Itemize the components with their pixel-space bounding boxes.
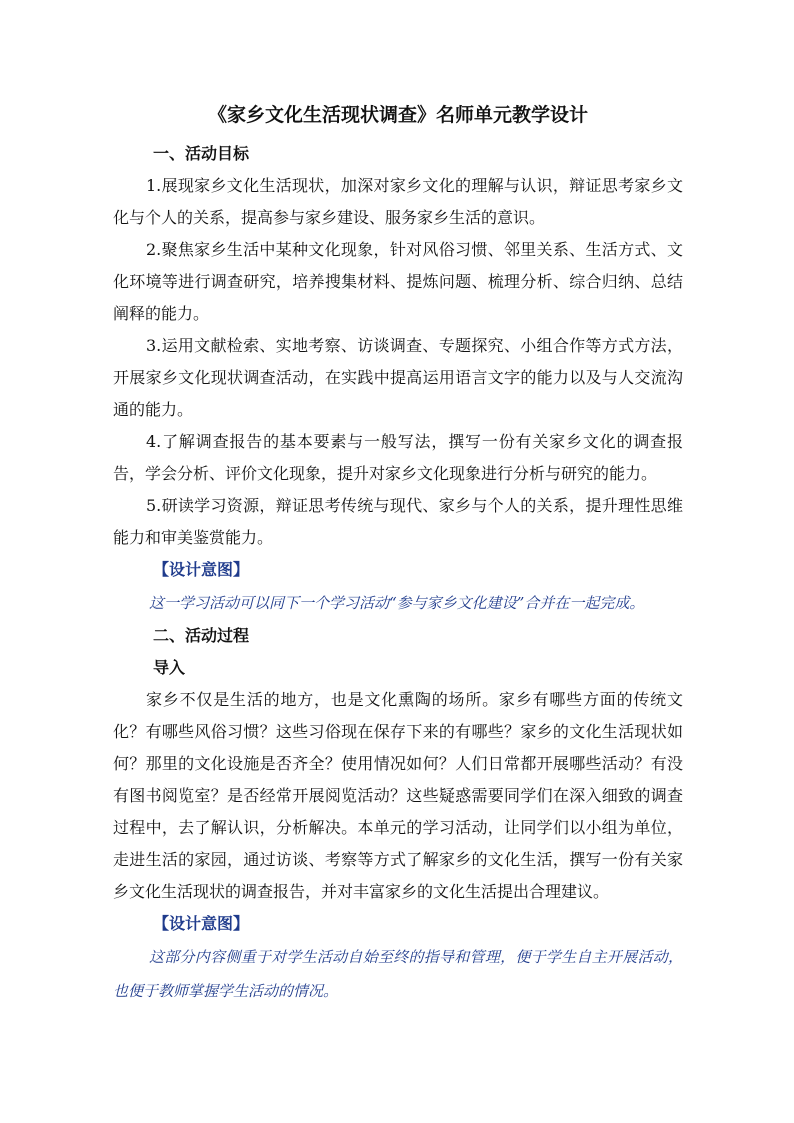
design-intent-text-1: 这一学习活动可以同下一个学习活动“参与家乡文化建设”合并在一起完成。 xyxy=(149,594,645,612)
document-title: 《家乡文化生活现状调查》名师单元教学设计 xyxy=(207,104,588,126)
goal-item-5: 5.研读学习资源，辩证思考传统与现代、家乡与个人的关系，提升理性思维能力和审美鉴赏能力。 xyxy=(113,496,683,547)
goal-item-4: 4.了解调查报告的基本要素与一般写法，撰写一份有关家乡文化的调查报告，学会分析、评价文化现象，提升对家乡文化现象进行分析与研究的能力。 xyxy=(113,432,683,483)
goal-item-1: 1.展现家乡文化生活现状，加深对家乡文化的理解与认识，辩证思考家乡文化与个人的关系，提高参与家乡建设、服务家乡生活的意识。 xyxy=(113,176,683,227)
subheading-intro: 导入 xyxy=(153,658,186,677)
section-heading-process: 二、活动过程 xyxy=(153,626,250,645)
design-intent-label-1: 【设计意图】 xyxy=(153,560,250,579)
goal-item-2: 2.聚焦家乡生活中某种文化现象，针对风俗习惯、邻里关系、生活方式、文化环境等进行调查研究，培养搜集材料、提炼问题、梳理分析、综合归纳、总结阐释的能力。 xyxy=(113,240,683,323)
goal-item-3: 3.运用文献检索、实地考察、访谈调查、专题探究、小组合作等方式方法，开展家乡文化现状调查活动，在实践中提高运用语言文字的能力以及与人交流沟通的能力。 xyxy=(113,336,683,419)
document-body xyxy=(113,98,683,1008)
intro-paragraph: 家乡不仅是生活的地方，也是文化熏陶的场所。家乡有哪些方面的传统文化？有哪些风俗习惯？这些习俗现在保存下来的有哪些？家乡的文化生活现状如何？那里的文化设施是否齐全？使用情况如何？人们日常都开展哪些活动？有没有图书阅览室？是否经常开展阅览活动？这些疑惑需要同学们在深入细致的调查过程中，去了解认识，分析解决。本单元的学习活动，让同学们以小组为单位，走进生活的家园，通过访谈、考察等方式了解家乡的文化生活，撰写一份有关家乡文化生活现状的调查报告，并对丰富家乡的文化生活提出合理建议。 xyxy=(113,690,683,901)
section-heading-goals: 一、活动目标 xyxy=(153,144,250,163)
design-intent-label-2: 【设计意图】 xyxy=(153,914,250,933)
design-intent-text-2: 这部分内容侧重于对学生活动自始至终的指导和管理，便于学生自主开展活动，也便于教师掌握学生活动的情况。 xyxy=(113,948,683,1000)
